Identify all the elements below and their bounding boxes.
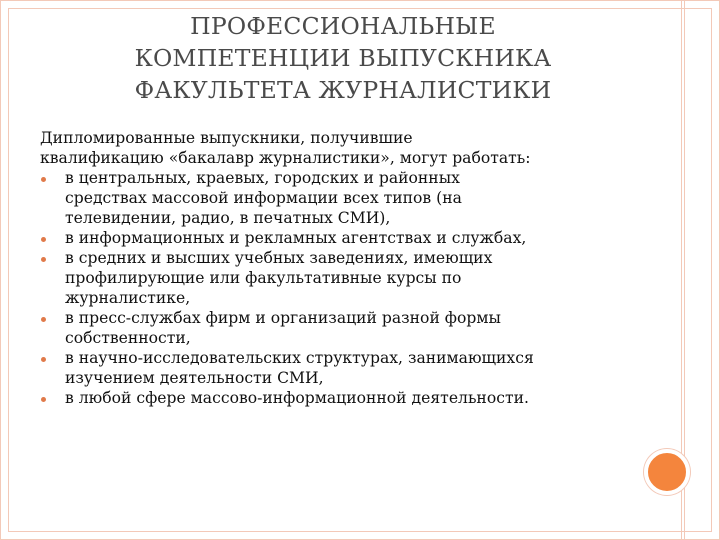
bullet-icon [41, 257, 46, 262]
list-item-line: в научно-исследовательских структурах, занимающихся [65, 349, 534, 367]
intro-paragraph [40, 128, 640, 168]
bullet-icon [41, 177, 46, 182]
list-item [40, 228, 640, 248]
list-item-line: в пресс-службах фирм и организаций разной формы [65, 309, 501, 327]
intro-line: Дипломированные выпускники, получившие [40, 129, 413, 147]
list-item-line: в средних и высших учебных заведениях, имеющих [65, 249, 493, 267]
list-item-line: собственности, [65, 329, 191, 347]
bullet-icon [41, 317, 46, 322]
list-item [40, 348, 640, 388]
list-item-line: в любой сфере массово-информационной деятельности. [65, 389, 529, 407]
list-item [40, 248, 640, 308]
list-item-line: в центральных, краевых, городских и районных [65, 169, 460, 187]
list-item-line: изучением деятельности СМИ, [65, 369, 324, 387]
list-item-line: телевидении, радио, в печатных СМИ), [65, 209, 391, 227]
slide-title [60, 10, 626, 106]
list-item-line: в информационных и рекламных агентствах и службах, [65, 229, 527, 247]
slide-title-line: КОМПЕТЕНЦИИ ВЫПУСКНИКА [134, 44, 552, 72]
list-item-line: журналистике, [65, 289, 191, 307]
list-item [40, 308, 640, 348]
decorative-circle-icon [644, 449, 690, 495]
bullet-icon [41, 237, 46, 242]
bullet-icon [41, 357, 46, 362]
bullet-icon [41, 397, 46, 402]
list-item-line: профилирующие или факультативные курсы по [65, 269, 462, 287]
list-item [40, 388, 640, 408]
slide-title-line: ФАКУЛЬТЕТА ЖУРНАЛИСТИКИ [134, 76, 552, 104]
bullet-list [40, 168, 640, 408]
slide-body [40, 128, 640, 408]
list-item-line: средствах массовой информации всех типов (на [65, 189, 462, 207]
intro-line: квалификацию «бакалавр журналистики», могут работать: [40, 149, 531, 167]
list-item [40, 168, 640, 228]
slide-title-line: ПРОФЕССИОНАЛЬНЫЕ [190, 12, 496, 40]
